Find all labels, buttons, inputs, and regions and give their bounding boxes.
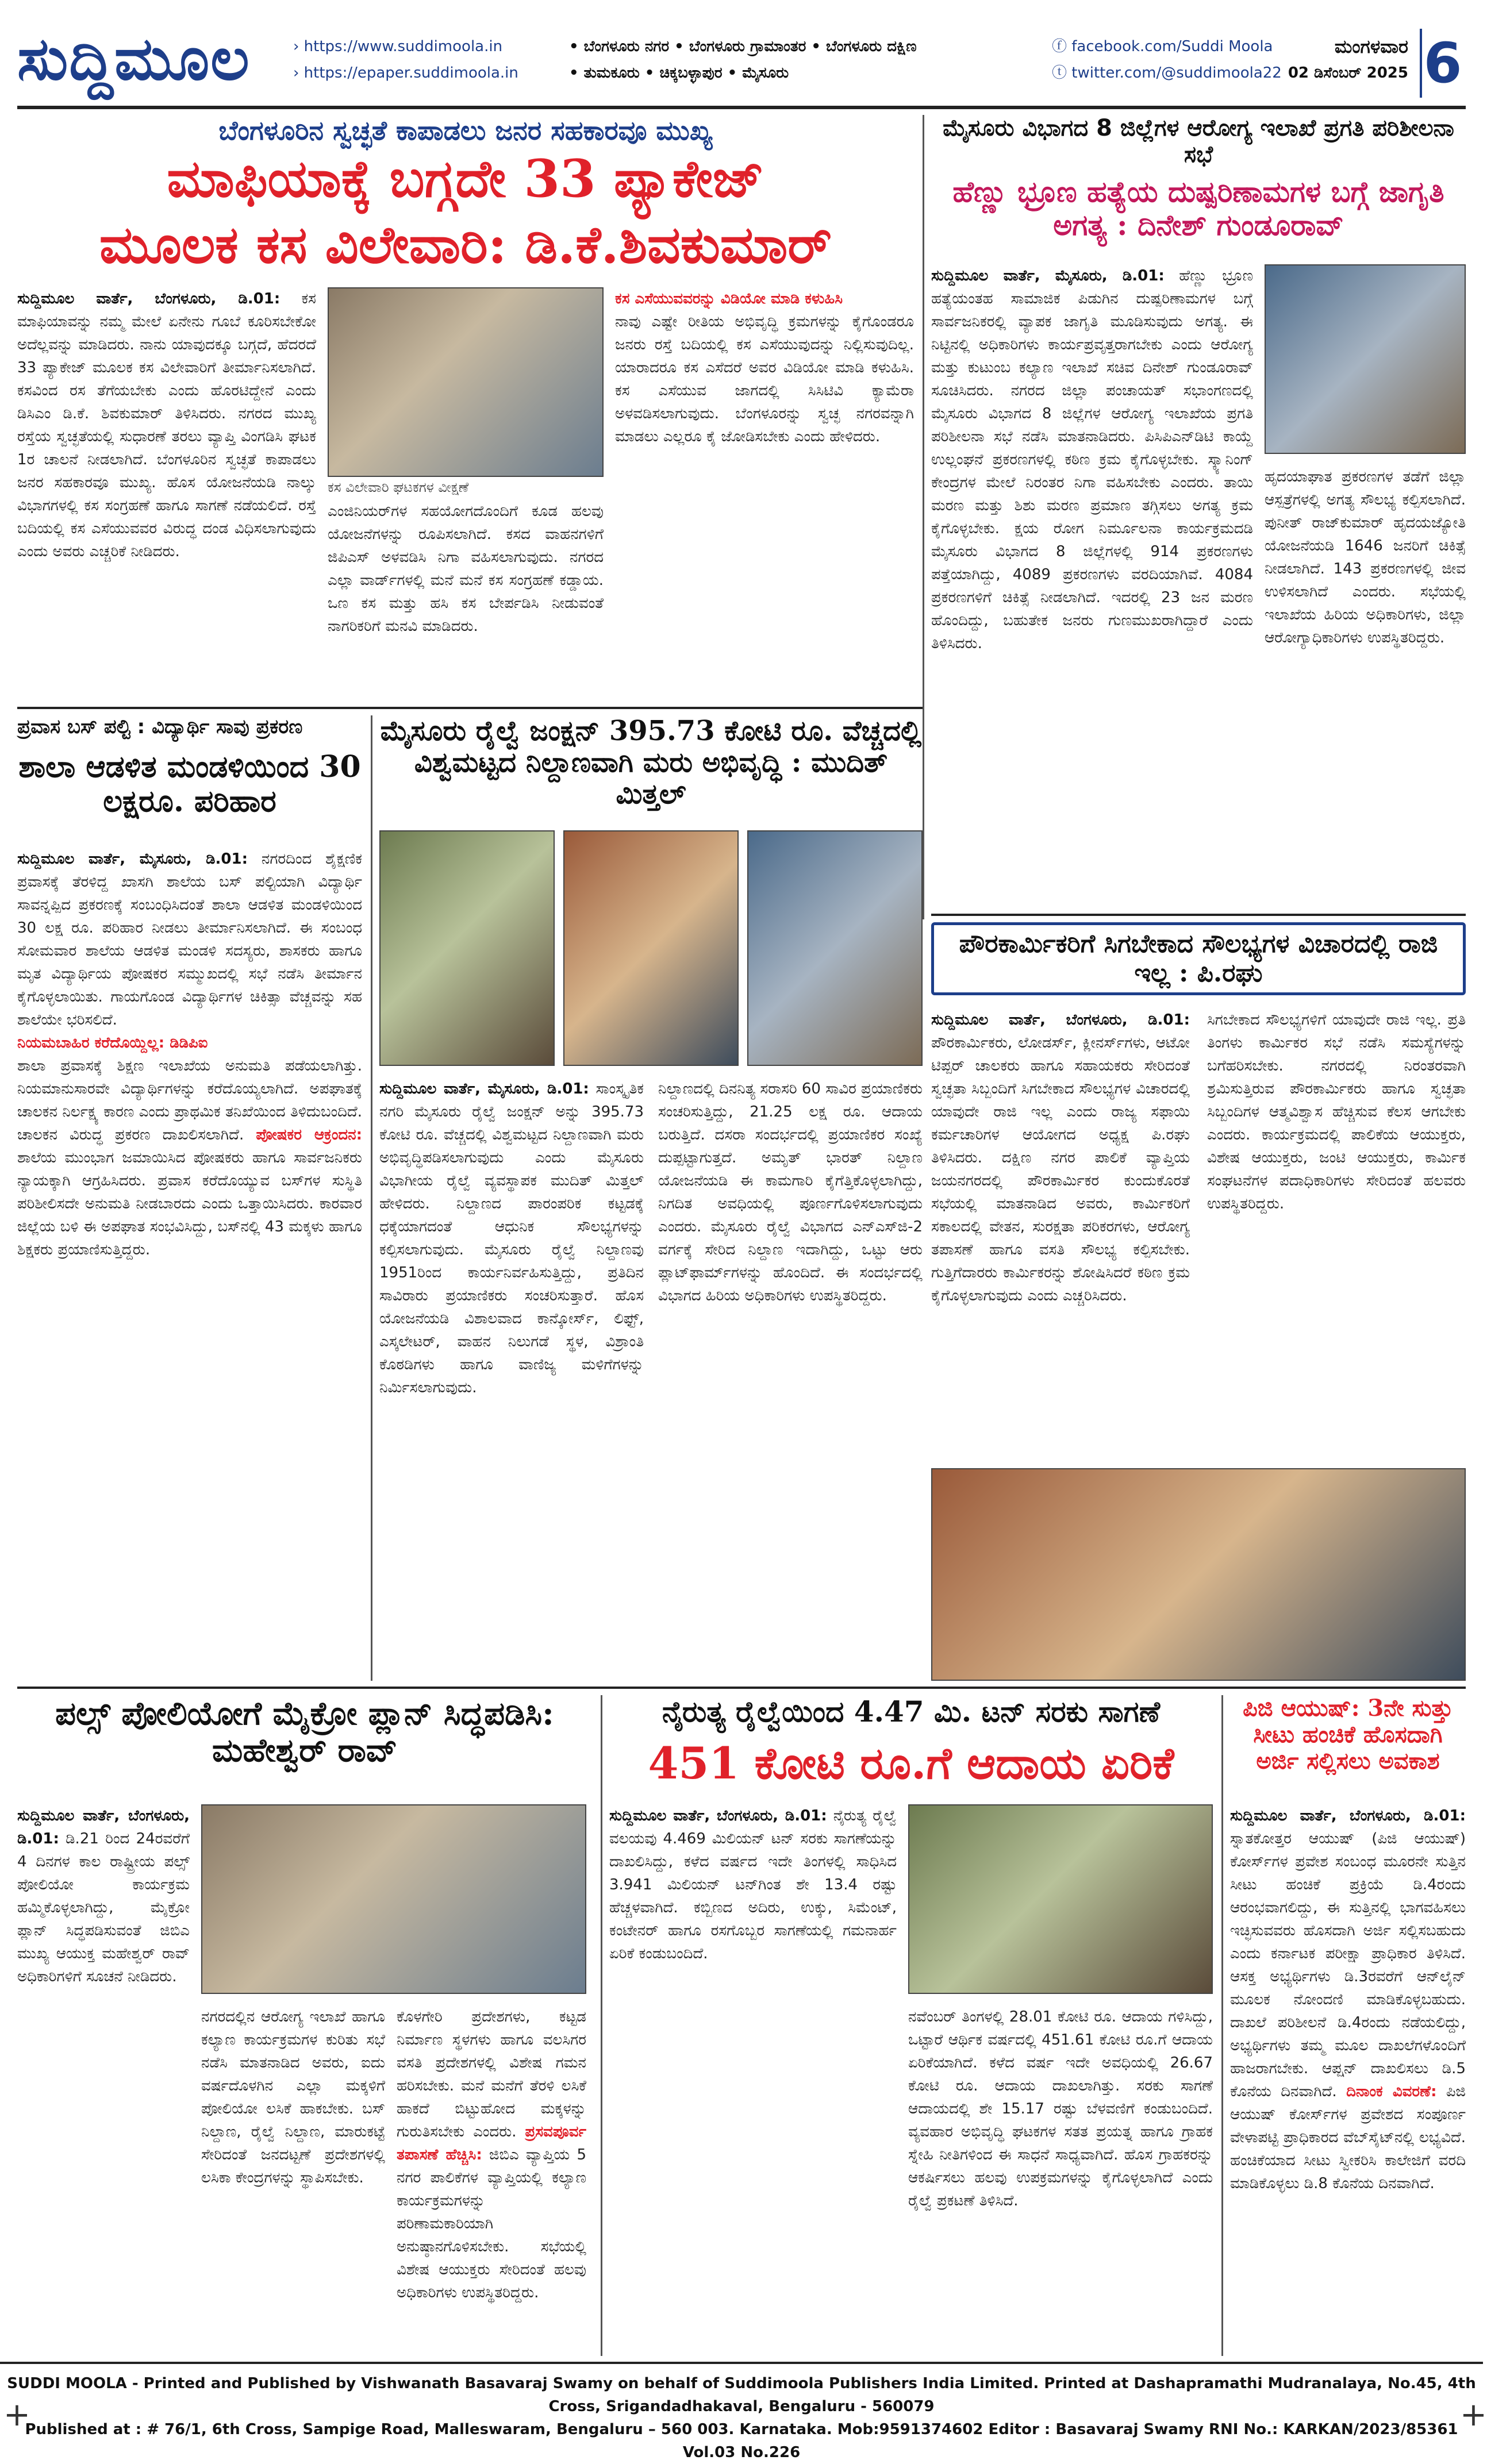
lead-photo-caption: ಕಸ ವಿಲೇವಾರಿ ಘಟಕಗಳ ವೀಕ್ಷಣೆ <box>328 479 469 495</box>
pg-ayush-byline: ಸುದ್ದಿಮೂಲ ವಾರ್ತೆ, ಬೆಂಗಳೂರು, ಡಿ.01: <box>1230 1807 1466 1824</box>
health-body-col-1 <box>931 264 1253 902</box>
pg-ayush-headline-text: ಪಿಜಿ ಆಯುಷ್: 3ನೇ ಸುತ್ತು ಸೀಟು ಹಂಚಿಕೆ ಹೊಸದಾಗಿ ಅರ್ಜಿ ಸಲ್ಲಿಸಲು ಅವಕಾಶ <box>1243 1695 1453 1774</box>
health-photo <box>1265 264 1466 454</box>
freight-photo <box>908 1804 1213 1994</box>
issue-date: 02 ಡಿಸೆಂಬರ್ 2025 <box>1288 64 1408 82</box>
pg-ayush-paragraph-1: ಸ್ನಾತಕೋತ್ತರ ಆಯುಷ್ (ಪಿಜಿ ಆಯುಷ್) ಕೋರ್ಸ್‌ಗಳ ಪ್ರವೇಶ ಸಂಬಂಧ ಮೂರನೇ ಸುತ್ತಿನ ಸೀಟು ಹಂಚಿಕೆ ಪ್ರಕ್ರಿಯೆ ಡಿ.4ರಂದು ಆರಂಭವಾಗಲಿದ್ದು, ಈ ಸುತ್ತಿನಲ್ಲಿ ಭಾಗವಹಿಸಲು ಇಚ್ಛಿಸುವವರು ಹೊಸದಾಗಿ ಅರ್ಜಿ ಸಲ್ಲಿಸಬಹುದು ಎಂದು ಕರ್ನಾಟಕ ಪರೀಕ್ಷಾ ಪ್ರಾಧಿಕಾರ ತಿಳಿಸಿದೆ. <box>1230 1830 1466 1962</box>
column-divider <box>923 115 924 919</box>
edition-cities <box>569 33 917 86</box>
freight-paragraph-3: ವ್ಯವಹಾರ ಅಭಿವೃದ್ಧಿ ಘಟಕಗಳ ಸತತ ಪ್ರಯತ್ನ ಹಾಗೂ ಗ್ರಾಹಕ ಸ್ನೇಹಿ ನೀತಿಗಳಿಂದ ಈ ಸಾಧನೆ ಸಾಧ್ಯವಾಗಿದೆ. ಹೊಸ ಗ್ರಾಹಕರನ್ನು ಆಕರ್ಷಿಸಲು ಹಲವು ಉಪಕ್ರಮಗಳನ್ನು ಕೈಗೊಳ್ಳಲಾಗಿದೆ ಎಂದು ರೈಲ್ವೆ ಪ್ರಕಟಣೆ ತಿಳಿಸಿದೆ. <box>908 2123 1213 2209</box>
railway-photo-1 <box>379 830 555 1066</box>
pg-ayush-story <box>1230 1695 1466 2356</box>
health-byline: ಸುದ್ದಿಮೂಲ ವಾರ್ತೆ, ಮೈಸೂರು, ಡಿ.01: <box>931 267 1165 284</box>
weekday: ಮಂಗಳವಾರ <box>1334 36 1408 57</box>
lead-subhead: ಕಸ ಎಸೆಯುವವರನ್ನು ವಿಡಿಯೋ ಮಾಡಿ ಕಳುಹಿಸಿ <box>615 290 843 307</box>
page-number: 6 <box>1420 29 1463 98</box>
health-paragraph-2: ನಗರದ ಜಿಲ್ಲಾ ಪಂಚಾಯತ್ ಸಭಾಂಗಣದಲ್ಲಿ ಮೈಸೂರು ವಿಭಾಗದ 8 ಜಿಲ್ಲೆಗಳ ಆರೋಗ್ಯ ಇಲಾಖೆಯ ಪ್ರಗತಿ ಪರಿಶೀಲನಾ ಸಭೆ ನಡೆಸಿ ಮಾತನಾಡಿದರು. ಪಿಸಿಪಿಎನ್‌ಡಿಟಿ ಕಾಯ್ದೆ ಉಲ್ಲಂಘನೆ ಪ್ರಕರಣಗಳಲ್ಲಿ ಕಠಿಣ ಕ್ರಮ ಕೈಗೊಳ್ಳಬೇಕು. ಸ್ಕ್ಯಾನಿಂಗ್ ಕೇಂದ್ರಗಳ ಮೇಲೆ ನಿರಂತರ ನಿಗಾ ವಹಿಸಬೇಕು ಎಂದರು. <box>931 382 1253 491</box>
bus-subhead-1: ನಿಯಮಬಾಹಿರ ಕರೆದೊಯ್ದಿಲ್ಲ: ಡಿಡಿಪಿಐ <box>17 1034 208 1052</box>
freight-body-col-2 <box>908 2005 1213 2327</box>
railway-photo-2 <box>563 830 739 1066</box>
imprint-line-2: Published at : # 76/1, 6th Cross, Sampige Road, Malleswaram, Bengaluru – 560 003. Karnataka. Mob:9591374602 Editor : Basavaraj Swamy RNI No.: KARKAN/2023/85361 Vol.03 No.226 <box>25 2421 1458 2461</box>
registration-mark-icon: + <box>1460 2396 1487 2434</box>
twitter-icon: ⓣ <box>1052 64 1067 82</box>
polio-paragraph-3: ಕೊಳಗೇರಿ ಪ್ರದೇಶಗಳು, ಕಟ್ಟಡ ನಿರ್ಮಾಣ ಸ್ಥಳಗಳು ಹಾಗೂ ವಲಸಿಗರ ವಸತಿ ಪ್ರದೇಶಗಳಲ್ಲಿ ವಿಶೇಷ ಗಮನ ಹರಿಸಬೇಕು. ಮನೆ ಮನೆಗೆ ತೆರಳಿ ಲಸಿಕೆ ಹಾಕದೆ ಬಿಟ್ಟುಹೋದ ಮಕ್ಕಳನ್ನು ಗುರುತಿಸಬೇಕು ಎಂದರು. <box>397 2008 586 2140</box>
social-links <box>1052 33 1282 86</box>
lead-paragraph-1: ಕಸ ಮಾಫಿಯಾವನ್ನು ನಮ್ಮ ಮೇಲೆ ಏನೇನು ಗೂಬೆ ಕೂರಿಸಬೇಕೋ ಅದೆಲ್ಲವನ್ನು ಮಾಡಿದರು. ನಾನು ಯಾವುದಕ್ಕೂ ಬಗ್ಗದೆ, ಹೆದರದೆ 33 ಪ್ಯಾಕೇಜ್ ಮೂಲಕ ಕಸ ವಿಲೇವಾರಿಗೆ ತೀರ್ಮಾನಿಸಲಾಗಿದೆ. ಕಸವಿಂದ ರಸ ತೆಗೆಯಬೇಕು ಎಂದು ಹೊರಟಿದ್ದೇನೆ ಎಂದು ಡಿಸಿಎಂ ಡಿ.ಕೆ. ಶಿವಕುಮಾರ್ ತಿಳಿಸಿದರು. <box>17 290 316 422</box>
railway-paragraph-2: ಮೈಸೂರು ರೈಲ್ವೆ ನಿಲ್ದಾಣವು 1951ರಿಂದ ಕಾರ್ಯನಿರ್ವಹಿಸುತ್ತಿದ್ದು, ಪ್ರತಿದಿನ ಸಾವಿರಾರು ಪ್ರಯಾಣಿಕರು ಸಂಚರಿಸುತ್ತಾರೆ. ಹೊಸ ಯೋಜನೆಯಡಿ ವಿಶಾಲವಾದ ಕಾನ್ಕೋರ್ಸ್, ಲಿಫ್ಟ್, ಎಸ್ಕಲೇಟರ್, ವಾಹನ ನಿಲುಗಡೆ ಸ್ಥಳ, ವಿಶ್ರಾಂತಿ ಕೊಠಡಿಗಳು ಹಾಗೂ ವಾಣಿಜ್ಯ ಮಳಿಗೆಗಳನ್ನು ನಿರ್ಮಿಸಲಾಗುವುದು. <box>379 1241 644 1396</box>
polio-subhead: ಪ್ರಸವಪೂರ್ವ ತಪಾಸಣೆ ಹೆಚ್ಚಿಸಿ: <box>397 2123 586 2163</box>
freight-kicker: ನೈರುತ್ಯ ರೈಲ್ವೆಯಿಂದ 4.47 ಮಿ. ಟನ್ ಸರಕು ಸಾಗಣೆ <box>662 1695 1161 1728</box>
bus-kicker: ಪ್ರವಾಸ ಬಸ್ ಪಲ್ಟಿ : ವಿದ್ಯಾರ್ಥಿ ಸಾವು ಪ್ರಕರಣ <box>17 715 303 738</box>
railway-paragraph-4: ಮೈಸೂರು ರೈಲ್ವೆ ವಿಭಾಗದ ಎನ್‌ಎಸ್‌ಜಿ-2 ವರ್ಗಕ್ಕೆ ಸೇರಿದ ನಿಲ್ದಾಣ ಇದಾಗಿದ್ದು, ಒಟ್ಟು ಆರು ಪ್ಲಾಟ್‌ಫಾರ್ಮ್‌ಗಳನ್ನು ಹೊಂದಿದೆ. ಈ ಸಂದರ್ಭದಲ್ಲಿ ವಿಭಾಗದ ಹಿರಿಯ ಅಧಿಕಾರಿಗಳು ಉಪಸ್ಥಿತರಿದ್ದರು. <box>658 1218 923 1304</box>
civic-paragraph-2: ದಕ್ಷಿಣ ನಗರ ಪಾಲಿಕೆ ವ್ಯಾಪ್ತಿಯ ಜಯನಗರದಲ್ಲಿ ಪೌರಕಾರ್ಮಿಕರ ಕುಂದುಕೊರತೆ ಸಭೆಯಲ್ಲಿ ಮಾತನಾಡಿದ ಅವರು, ಕಾರ್ಮಿಕರಿಗೆ ಸಕಾಲದಲ್ಲಿ ವೇತನ, ಸುರಕ್ಷತಾ ಪರಿಕರಗಳು, ಆರೋಗ್ಯ ತಪಾಸಣೆ ಹಾಗೂ ವಸತಿ ಸೌಲಭ್ಯ ಕಲ್ಪಿಸಬೇಕು. ಗುತ್ತಿಗೆದಾರರು ಕಾರ್ಮಿಕರನ್ನು ಶೋಷಿಸಿದರೆ ಕಠಿಣ ಕ್ರಮ ಕೈಗೊಳ್ಳಲಾಗುವುದು ಎಂದು ಎಚ್ಚರಿಸಿದರು. <box>931 1149 1190 1304</box>
civic-story <box>931 922 1466 1681</box>
pg-ayush-paragraph-2: ಆಸಕ್ತ ಅಭ್ಯರ್ಥಿಗಳು ಡಿ.3ರವರೆಗೆ ಆನ್‌ಲೈನ್ ಮೂಲಕ ನೋಂದಣಿ ಮಾಡಿಕೊಳ್ಳಬಹುದು. ದಾಖಲೆ ಪರಿಶೀಲನೆ ಡಿ.4ರಂದು ನಡೆಯಲಿದ್ದು, ಅಭ್ಯರ್ಥಿಗಳು ತಮ್ಮ ಮೂಲ ದಾಖಲೆಗಳೊಂದಿಗೆ ಹಾಜರಾಗಬೇಕು. ಆಪ್ಷನ್ ದಾಖಲಿಸಲು ಡಿ.5 ಕೊನೆಯ ದಿನವಾಗಿದೆ. <box>1230 1968 1466 2100</box>
bus-body <box>17 848 362 1681</box>
railway-body-col-2 <box>658 1077 923 1681</box>
lead-byline: ಸುದ್ದಿಮೂಲ ವಾರ್ತೆ, ಬೆಂಗಳೂರು, ಡಿ.01: <box>17 290 281 307</box>
row-divider <box>931 914 1466 916</box>
newspaper-logo: ಸುದ್ದಿಮೂಲ <box>17 23 251 94</box>
railway-story <box>379 715 923 1681</box>
imprint-line-1: SUDDI MOOLA - Printed and Published by Vishwanath Basavaraj Swamy on behalf of Suddimoola Publishers India Limited. Printed at Dashapramathi Mudranalaya, No.45, 4th Cross, Srigandadhakaval, Bengaluru - 560079 <box>7 2375 1476 2415</box>
pg-ayush-paragraph-3: ಪಿಜಿ ಆಯುಷ್ ಕೋರ್ಸ್‌ಗಳ ಪ್ರವೇಶದ ಸಂಪೂರ್ಣ ವೇಳಾಪಟ್ಟಿ ಪ್ರಾಧಿಕಾರದ ವೆಬ್‌ಸೈಟ್‌ನಲ್ಲಿ ಲಭ್ಯವಿದೆ. ಹಂಚಿಕೆಯಾದ ಸೀಟು ಸ್ವೀಕರಿಸಿ ಕಾಲೇಜಿಗೆ ವರದಿ ಮಾಡಿಕೊಳ್ಳಲು ಡಿ.8 ಕೊನೆಯ ದಿನವಾಗಿದೆ. <box>1230 2083 1466 2192</box>
facebook-icon: ⓕ <box>1052 38 1067 55</box>
civic-paragraph-4: ಕಾರ್ಯಕ್ರಮದಲ್ಲಿ ಪಾಲಿಕೆಯ ಆಯುಕ್ತರು, ವಿಶೇಷ ಆಯುಕ್ತರು, ಜಂಟಿ ಆಯುಕ್ತರು, ಕಾರ್ಮಿಕ ಸಂಘಟನೆಗಳ ಪದಾಧಿಕಾರಿಗಳು ಸೇರಿದಂತೆ ಹಲವರು ಉಪಸ್ಥಿತರಿದ್ದರು. <box>1207 1126 1466 1212</box>
lead-headline-1: ಮಾಫಿಯಾಕ್ಕೆ ಬಗ್ಗದೇ 33 ಪ್ಯಾಕೇಜ್ <box>167 148 764 209</box>
freight-byline: ಸುದ್ದಿಮೂಲ ವಾರ್ತೆ, ಬೆಂಗಳೂರು, ಡಿ.01: <box>609 1807 827 1824</box>
facebook-link[interactable]: ⓕ facebook.com/Suddi Moola <box>1052 38 1273 55</box>
lead-kicker: ಬೆಂಗಳೂರಿನ ಸ್ವಚ್ಛತೆ ಕಾಪಾಡಲು ಜನರ ಸಹಕಾರವೂ ಮುಖ್ಯ <box>218 115 713 146</box>
bus-paragraph-1: ನಗರದಿಂದ ಶೈಕ್ಷಣಿಕ ಪ್ರವಾಸಕ್ಕೆ ತೆರಳಿದ್ದ ಖಾಸಗಿ ಶಾಲೆಯ ಬಸ್ ಪಲ್ಟಿಯಾಗಿ ವಿದ್ಯಾರ್ಥಿ ಸಾವನ್ನಪ್ಪಿದ ಪ್ರಕರಣಕ್ಕೆ ಸಂಬಂಧಿಸಿದಂತೆ ಶಾಲಾ ಆಡಳಿತ ಮಂಡಳಿಯಿಂದ 30 ಲಕ್ಷ ರೂ. ಪರಿಹಾರ ನೀಡಲು ತೀರ್ಮಾನಿಸಲಾಗಿದೆ. <box>17 850 363 937</box>
bus-story <box>17 715 362 1681</box>
site-link[interactable]: › https://www.suddimoola.in <box>293 38 503 55</box>
bus-subhead-2: ಪೋಷಕರ ಆಕ್ರಂದನ: <box>256 1126 362 1144</box>
civic-body-col-1 <box>931 1008 1190 1457</box>
pg-ayush-body <box>1230 1804 1466 2327</box>
lead-photo <box>328 287 604 477</box>
railway-paragraph-3: ನಿಲ್ದಾಣದಲ್ಲಿ ದಿನನಿತ್ಯ ಸರಾಸರಿ 60 ಸಾವಿರ ಪ್ರಯಾಣಿಕರು ಸಂಚರಿಸುತ್ತಿದ್ದು, 21.25 ಲಕ್ಷ ರೂ. ಆದಾಯ ಬರುತ್ತಿದೆ. ದಸರಾ ಸಂದರ್ಭದಲ್ಲಿ ಪ್ರಯಾಣಿಕರ ಸಂಖ್ಯೆ ದುಪ್ಪಟ್ಟಾಗುತ್ತದೆ. ಅಮೃತ್ ಭಾರತ್ ನಿಲ್ದಾಣ ಯೋಜನೆಯಡಿ ಈ ಕಾಮಗಾರಿ ಕೈಗೆತ್ತಿಕೊಳ್ಳಲಾಗಿದ್ದು, ನಿಗದಿತ ಅವಧಿಯಲ್ಲಿ ಪೂರ್ಣಗೊಳಿಸಲಾಗುವುದು ಎಂದರು. <box>658 1080 923 1235</box>
health-headline: ಹೆಣ್ಣು ಭ್ರೂಣ ಹತ್ಯೆಯ ದುಷ್ಪರಿಣಾಮಗಳ ಬಗ್ಗೆ ಜಾಗೃತಿ ಅಗತ್ಯ : ದಿನೇಶ್ ಗುಂಡೂರಾವ್ <box>952 175 1444 242</box>
bus-paragraph-2: ಈ ಸಂಬಂಧ ಸೋಮವಾರ ಶಾಲೆಯ ಆಡಳಿತ ಮಂಡಳಿ ಸದಸ್ಯರು, ಶಾಸಕರು ಹಾಗೂ ಮೃತ ವಿದ್ಯಾರ್ಥಿಯ ಪೋಷಕರ ಸಮ್ಮುಖದಲ್ಲಿ ಸಭೆ ನಡೆಸಿ ತೀರ್ಮಾನ ಕೈಗೊಳ್ಳಲಾಯಿತು. ಗಾಯಗೊಂಡ ವಿದ್ಯಾರ್ಥಿಗಳ ಚಿಕಿತ್ಸಾ ವೆಚ್ಚವನ್ನು ಸಹ ಶಾಲೆಯೇ ಭರಿಸಲಿದೆ. <box>17 919 363 1029</box>
freight-headline: 451 ಕೋಟಿ ರೂ.ಗೆ ಆದಾಯ ಏರಿಕೆ <box>648 1738 1174 1789</box>
health-paragraph-1: ಹೆಣ್ಣು ಭ್ರೂಣ ಹತ್ಯೆಯಂತಹ ಸಾಮಾಜಿಕ ಪಿಡುಗಿನ ದುಷ್ಪರಿಣಾಮಗಳ ಬಗ್ಗೆ ಸಾರ್ವಜನಿಕರಲ್ಲಿ ವ್ಯಾಪಕ ಜಾಗೃತಿ ಮೂಡಿಸುವುದು ಅಗತ್ಯ. ಈ ನಿಟ್ಟಿನಲ್ಲಿ ಅಧಿಕಾರಿಗಳು ಕಾರ್ಯಪ್ರವೃತ್ತರಾಗಬೇಕು ಎಂದು ಆರೋಗ್ಯ ಮತ್ತು ಕುಟುಂಬ ಕಲ್ಯಾಣ ಇಲಾಖೆ ಸಚಿವ ದಿನೇಶ್ ಗುಂಡೂರಾವ್ ಸೂಚಿಸಿದರು. <box>931 267 1254 399</box>
bus-paragraph-4: ಶಾಲೆಯ ಮುಂಭಾಗ ಜಮಾಯಿಸಿದ ಪೋಷಕರು ಹಾಗೂ ಸಾರ್ವಜನಿಕರು ನ್ಯಾಯಕ್ಕಾಗಿ ಆಗ್ರಹಿಸಿದರು. ಪ್ರವಾಸ ಕರೆದೊಯ್ಯುವ ಬಸ್‌ಗಳ ಸುಸ್ಥಿತಿ ಪರಿಶೀಲಿಸದೇ ಅನುಮತಿ ನೀಡಬಾರದು ಎಂದು ಒತ್ತಾಯಿಸಿದರು. ಕಾರವಾರ ಜಿಲ್ಲೆಯ ಬಳಿ ಈ ಅಪಘಾತ ಸಂಭವಿಸಿದ್ದು, ಬಸ್‌ನಲ್ಲಿ 43 ಮಕ್ಕಳು ಹಾಗೂ ಶಿಕ್ಷಕರು ಪ್ರಯಾಣಿಸುತ್ತಿದ್ದರು. <box>17 1149 362 1258</box>
polio-story <box>17 1695 592 2356</box>
lead-headline-2: ಮೂಲಕ ಕಸ ವಿಲೇವಾರಿ: ಡಿ.ಕೆ.ಶಿವಕುಮಾರ್ <box>99 214 832 275</box>
polio-body-col-3 <box>397 2005 586 2327</box>
polio-byline: ಸುದ್ದಿಮೂಲ ವಾರ್ತೆ, ಬೆಂಗಳೂರು, ಡಿ.01: <box>17 1807 190 1847</box>
pg-ayush-subhead: ದಿನಾಂಕ ವಿವರಣೆ: <box>1346 2083 1437 2100</box>
registration-mark-icon: + <box>3 2396 30 2434</box>
epaper-link[interactable]: › https://epaper.suddimoola.in <box>293 64 518 82</box>
polio-body-col-2: ನಗರದಲ್ಲಿನ ಆರೋಗ್ಯ ಇಲಾಖೆ ಹಾಗೂ ಕಲ್ಯಾಣ ಕಾರ್ಯಕ್ರಮಗಳ ಕುರಿತು ಸಭೆ ನಡೆಸಿ ಮಾತನಾಡಿದ ಅವರು, ಐದು ವರ್ಷದೊಳಗಿನ ಎಲ್ಲಾ ಮಕ್ಕಳಿಗೆ ಪೋಲಿಯೋ ಲಸಿಕೆ ಹಾಕಬೇಕು. ಬಸ್ ನಿಲ್ದಾಣ, ರೈಲ್ವೆ ನಿಲ್ದಾಣ, ಮಾರುಕಟ್ಟೆ ಸೇರಿದಂತೆ ಜನದಟ್ಟಣೆ ಪ್ರದೇಶಗಳಲ್ಲಿ ಲಸಿಕಾ ಕೇಂದ್ರಗಳನ್ನು ಸ್ಥಾಪಿಸಬೇಕು. <box>201 2008 385 2186</box>
polio-paragraph-4: ಜಿಬಿಎ ವ್ಯಾಪ್ತಿಯ 5 ನಗರ ಪಾಲಿಕೆಗಳ ವ್ಯಾಪ್ತಿಯಲ್ಲಿ ಕಲ್ಯಾಣ ಕಾರ್ಯಕ್ರಮಗಳನ್ನು ಪರಿಣಾಮಕಾರಿಯಾಗಿ ಅನುಷ್ಠಾನಗೊಳಿಸಬೇಕು. ಸಭೆಯಲ್ಲಿ ವಿಶೇಷ ಆಯುಕ್ತರು ಸೇರಿದಂತೆ ಹಲವು ಅಧಿಕಾರಿಗಳು ಉಪಸ್ಥಿತರಿದ್ದರು. <box>397 2146 586 2301</box>
health-body-col-2: ಹೃದಯಾಘಾತ ಪ್ರಕರಣಗಳ ತಡೆಗೆ ಜಿಲ್ಲಾ ಆಸ್ಪತ್ರೆಗಳಲ್ಲಿ ಅಗತ್ಯ ಸೌಲಭ್ಯ ಕಲ್ಪಿಸಲಾಗಿದೆ. ಪುನೀತ್ ರಾಜ್‌ಕುಮಾರ್ ಹೃದಯಜ್ಯೋತಿ ಯೋಜನೆಯಡಿ 1646 ಜನರಿಗೆ ಚಿಕಿತ್ಸೆ ನೀಡಲಾಗಿದೆ. 143 ಪ್ರಕರಣಗಳಲ್ಲಿ ಜೀವ ಉಳಿಸಲಾಗಿದೆ ಎಂದರು. ಸಭೆಯಲ್ಲಿ ಇಲಾಖೆಯ ಹಿರಿಯ ಅಧಿಕಾರಿಗಳು, ಜಿಲ್ಲಾ ಆರೋಗ್ಯಾಧಿಕಾರಿಗಳು ಉಪಸ್ಥಿತರಿದ್ದರು. <box>1265 468 1466 646</box>
civic-body-col-2 <box>1207 1008 1466 1457</box>
date-block <box>1288 33 1408 86</box>
health-paragraph-3: ತಾಯಿ ಮರಣ ಮತ್ತು ಶಿಶು ಮರಣ ಪ್ರಮಾಣ ತಗ್ಗಿಸಲು ಅಗತ್ಯ ಕ್ರಮ ಕೈಗೊಳ್ಳಬೇಕು. ಕ್ಷಯ ರೋಗ ನಿರ್ಮೂಲನಾ ಕಾರ್ಯಕ್ರಮದಡಿ ಮೈಸೂರು ವಿಭಾಗದ 8 ಜಿಲ್ಲೆಗಳಲ್ಲಿ 914 ಪ್ರಕರಣಗಳು ಪತ್ತೆಯಾಗಿದ್ದು, 4089 ಪ್ರಕರಣಗಳು ವರದಿಯಾಗಿವೆ. 4084 ಪ್ರಕರಣಗಳಿಗೆ ಚಿಕಿತ್ಸೆ ನೀಡಲಾಗಿದೆ. ಇದರಲ್ಲಿ 23 ಜನ ಮರಣ ಹೊಂದಿದ್ದು, ಬಹುತೇಕ ಜನರು ಗುಣಮುಖರಾಗಿದ್ದಾರೆ ಎಂದು ತಿಳಿಸಿದರು. <box>931 474 1253 652</box>
bus-headline: ಶಾಲಾ ಆಡಳಿತ ಮಂಡಳಿಯಿಂದ 30 ಲಕ್ಷರೂ. ಪರಿಹಾರ <box>18 749 361 819</box>
polio-body-col-1 <box>17 1804 190 2356</box>
cities-line-2: • ತುಮಕೂರು • ಚಿಕ್ಕಬಳ್ಳಾಪುರ • ಮೈಸೂರು <box>569 64 789 82</box>
civic-paragraph-3: ಸಿಗಬೇಕಾದ ಸೌಲಭ್ಯಗಳಿಗೆ ಯಾವುದೇ ರಾಜಿ ಇಲ್ಲ. ಪ್ರತಿ ತಿಂಗಳು ಕಾರ್ಮಿಕರ ಸಭೆ ನಡೆಸಿ ಸಮಸ್ಯೆಗಳನ್ನು ಬಗೆಹರಿಸಬೇಕು. ನಗರದಲ್ಲಿ ನಿರಂತರವಾಗಿ ಶ್ರಮಿಸುತ್ತಿರುವ ಪೌರಕಾರ್ಮಿಕರು ಹಾಗೂ ಸ್ವಚ್ಛತಾ ಸಿಬ್ಬಂದಿಗಳ ಆತ್ಮವಿಶ್ವಾಸ ಹೆಚ್ಚಿಸುವ ಕೆಲಸ ಆಗಬೇಕು ಎಂದರು. <box>1207 1011 1466 1144</box>
masthead <box>17 23 1466 109</box>
railway-headline: ಮೈಸೂರು ರೈಲ್ವೆ ಜಂಕ್ಷನ್ 395.73 ಕೋಟಿ ರೂ. ವೆಚ್ಚದಲ್ಲಿ ವಿಶ್ವಮಟ್ಟದ ನಿಲ್ದಾಣವಾಗಿ ಮರು ಅಭಿವೃದ್ಧಿ : ಮುದಿತ್ ಮಿತ್ತಲ್ <box>380 715 922 811</box>
lead-body-col-2: ಎಂಜಿನಿಯರ್‌ಗಳ ಸಹಯೋಗದೊಂದಿಗೆ ಕೂಡ ಹಲವು ಯೋಜನೆಗಳನ್ನು ರೂಪಿಸಲಾಗಿದೆ. ಕಸದ ವಾಹನಗಳಿಗೆ ಜಿಪಿಎಸ್ ಅಳವಡಿಸಿ ನಿಗಾ ವಹಿಸಲಾಗುವುದು. ನಗರದ ಎಲ್ಲಾ ವಾರ್ಡ್‌ಗಳಲ್ಲಿ ಮನೆ ಮನೆ ಕಸ ಸಂಗ್ರಹಣೆ ಕಡ್ಡಾಯ. ಒಣ ಕಸ ಮತ್ತು ಹಸಿ ಕಸ ಬೇರ್ಪಡಿಸಿ ನೀಡುವಂತೆ ನಾಗರಿಕರಿಗೆ ಮನವಿ ಮಾಡಿದರು. <box>328 503 604 635</box>
railway-photo-3 <box>747 830 923 1066</box>
railway-body-col-1 <box>379 1077 644 1681</box>
masthead-links <box>293 33 518 86</box>
railway-paragraph-1: ಸಾಂಸ್ಕೃತಿಕ ನಗರಿ ಮೈಸೂರು ರೈಲ್ವೆ ಜಂಕ್ಷನ್ ಅನ್ನು 395.73 ಕೋಟಿ ರೂ. ವೆಚ್ಚದಲ್ಲಿ ವಿಶ್ವಮಟ್ಟದ ನಿಲ್ದಾಣವಾಗಿ ಮರು ಅಭಿವೃದ್ಧಿಪಡಿಸಲಾಗುವುದು ಎಂದು ಮೈಸೂರು ವಿಭಾಗೀಯ ರೈಲ್ವೆ ವ್ಯವಸ್ಥಾಪಕ ಮುದಿತ್ ಮಿತ್ತಲ್ ಹೇಳಿದರು. ನಿಲ್ದಾಣದ ಪಾರಂಪರಿಕ ಕಟ್ಟಡಕ್ಕೆ ಧಕ್ಕೆಯಾಗದಂತೆ ಆಧುನಿಕ ಸೌಲಭ್ಯಗಳನ್ನು ಕಲ್ಪಿಸಲಾಗುವುದು. <box>379 1080 644 1258</box>
civic-headline: ಪೌರಕಾರ್ಮಿಕರಿಗೆ ಸಿಗಬೇಕಾದ ಸೌಲಭ್ಯಗಳ ವಿಚಾರದಲ್ಲಿ ರಾಜಿ ಇಲ್ಲ : ಪಿ.ರಘು <box>931 922 1466 995</box>
freight-body-col-1 <box>609 1804 897 2327</box>
freight-paragraph-1: ನೈರುತ್ಯ ರೈಲ್ವೆ ವಲಯವು 4.469 ಮಿಲಿಯನ್ ಟನ್ ಸರಕು ಸಾಗಣೆಯನ್ನು ದಾಖಲಿಸಿದ್ದು, ಕಳೆದ ವರ್ಷದ ಇದೇ ತಿಂಗಳಲ್ಲಿ ಸಾಧಿಸಿದ 3.941 ಮಿಲಿಯನ್ ಟನ್‌ಗಿಂತ ಶೇ 13.4 ರಷ್ಟು ಹೆಚ್ಚಳವಾಗಿದೆ. ಕಬ್ಬಿಣದ ಅದಿರು, ಉಕ್ಕು, ಸಿಮೆಂಟ್, ಕಂಟೇನರ್ ಹಾಗೂ ರಸಗೊಬ್ಬರ ಸಾಗಣೆಯಲ್ಲಿ ಗಮನಾರ್ಹ ಏರಿಕೆ ಕಂಡುಬಂದಿದೆ. <box>609 1807 897 1962</box>
railway-byline: ಸುದ್ದಿಮೂಲ ವಾರ್ತೆ, ಮೈಸೂರು, ಡಿ.01: <box>379 1080 589 1098</box>
freight-paragraph-2: ನವೆಂಬರ್ ತಿಂಗಳಲ್ಲಿ 28.01 ಕೋಟಿ ರೂ. ಆದಾಯ ಗಳಿಸಿದ್ದು, ಒಟ್ಟಾರೆ ಆರ್ಥಿಕ ವರ್ಷದಲ್ಲಿ 451.61 ಕೋಟಿ ರೂ.ಗೆ ಆದಾಯ ಏರಿಕೆಯಾಗಿದೆ. ಕಳೆದ ವರ್ಷ ಇದೇ ಅವಧಿಯಲ್ಲಿ 26.67 ಕೋಟಿ ರೂ. ಆದಾಯ ದಾಖಲಾಗಿತ್ತು. ಸರಕು ಸಾಗಣೆ ಆದಾಯದಲ್ಲಿ ಶೇ 15.17 ರಷ್ಟು ಬೆಳವಣಿಗೆ ಕಂಡುಬಂದಿದೆ. <box>908 2008 1213 2118</box>
polio-headline: ಪಲ್ಸ್ ಪೋಲಿಯೋಗೆ ಮೈಕ್ರೋ ಪ್ಲಾನ್ ಸಿದ್ಧಪಡಿಸಿ: ಮಹೇಶ್ವರ್ ರಾವ್ <box>55 1695 554 1770</box>
twitter-link[interactable]: ⓣ twitter.com/@suddimoola22 <box>1052 64 1282 82</box>
polio-paragraph-1: ಡಿ.21 ರಿಂದ 24ರವರೆಗೆ 4 ದಿನಗಳ ಕಾಲ ರಾಷ್ಟ್ರೀಯ ಪಲ್ಸ್ ಪೋಲಿಯೋ ಕಾರ್ಯಕ್ರಮ ಹಮ್ಮಿಕೊಳ್ಳಲಾಗಿದ್ದು, ಮೈಕ್ರೋ ಪ್ಲಾನ್ ಸಿದ್ಧಪಡಿಸುವಂತೆ ಜಿಬಿಎ ಮುಖ್ಯ ಆಯುಕ್ತ ಮಹೇಶ್ವರ್ ರಾವ್ ಅಧಿಕಾರಿಗಳಿಗೆ ಸೂಚನೆ ನೀಡಿದರು. <box>17 1830 190 1985</box>
lead-story <box>17 115 914 701</box>
freight-story <box>609 1695 1213 2356</box>
lead-paragraph-2: ನಗರದ ಮುಖ್ಯ ರಸ್ತೆಯ ಸ್ವಚ್ಛತೆಯಲ್ಲಿ ಸುಧಾರಣೆ ತರಲು ವ್ಯಾಪ್ತಿ ವಿಂಗಡಿಸಿ ಘಟಕ 1ರ ಚಾಲನೆ ನೀಡಲಾಗಿದೆ. ಬೆಂಗಳೂರಿನ ಸ್ವಚ್ಛತೆ ಕಾಪಾಡಲು ಜನರ ಸಹಕಾರವೂ ಮುಖ್ಯ. ಹೊಸ ಯೋಜನೆಯಡಿ ನಾಲ್ಕು ವಿಭಾಗಗಳಲ್ಲಿ ಕಸ ಸಂಗ್ರಹಣೆ ಹಾಗೂ ಸಾಗಣೆ ನಡೆಯಲಿದೆ. ರಸ್ತೆ ಬದಿಯಲ್ಲಿ ಕಸ ಎಸೆಯುವವರ ವಿರುದ್ಧ ದಂಡ ವಿಧಿಸಲಾಗುವುದು ಎಂದು ಅವರು ಎಚ್ಚರಿಕೆ ನೀಡಿದರು. <box>17 405 316 560</box>
health-story <box>931 115 1466 908</box>
polio-photo <box>201 1804 586 1994</box>
lead-paragraph-4: ನಾವು ಎಷ್ಟೇ ರೀತಿಯ ಅಭಿವೃದ್ಧಿ ಕ್ರಮಗಳನ್ನು ಕೈಗೊಂಡರೂ ಜನರು ರಸ್ತೆ ಬದಿಯಲ್ಲಿ ಕಸ ಎಸೆಯುವುದನ್ನು ನಿಲ್ಲಿಸುವುದಿಲ್ಲ. ಯಾರಾದರೂ ಕಸ ಎಸೆದರೆ ಅವರ ವಿಡಿಯೋ ಮಾಡಿ ಕಳುಹಿಸಿ. ಕಸ ಎಸೆಯುವ ಜಾಗದಲ್ಲಿ ಸಿಸಿಟಿವಿ ಕ್ಯಾಮೆರಾ ಅಳವಡಿಸಲಾಗುವುದು. ಬೆಂಗಳೂರನ್ನು ಸ್ವಚ್ಛ ನಗರವನ್ನಾಗಿ ಮಾಡಲು ಎಲ್ಲರೂ ಕೈ ಜೋಡಿಸಬೇಕು ಎಂದು ಹೇಳಿದರು. <box>615 313 914 445</box>
civic-byline: ಸುದ್ದಿಮೂಲ ವಾರ್ತೆ, ಬೆಂಗಳೂರು, ಡಿ.01: <box>931 1011 1190 1029</box>
bus-byline: ಸುದ್ದಿಮೂಲ ವಾರ್ತೆ, ಮೈಸೂರು, ಡಿ.01: <box>17 850 248 868</box>
pg-ayush-headline <box>1230 1695 1466 1774</box>
civic-paragraph-1: ಪೌರಕಾರ್ಮಿಕರು, ಲೋಡರ್ಸ್, ಕ್ಲೀನರ್ಸ್‌ಗಳು, ಆಟೋ ಟಿಪ್ಪರ್ ಚಾಲಕರು ಹಾಗೂ ಸಹಾಯಕರು ಸೇರಿದಂತೆ ಸ್ವಚ್ಛತಾ ಸಿಬ್ಬಂದಿಗೆ ಸಿಗಬೇಕಾದ ಸೌಲಭ್ಯಗಳ ವಿಚಾರದಲ್ಲಿ ಯಾವುದೇ ರಾಜಿ ಇಲ್ಲ ಎಂದು ರಾಜ್ಯ ಸಫಾಯಿ ಕರ್ಮಚಾರಿಗಳ ಆಯೋಗದ ಅಧ್ಯಕ್ಷ ಪಿ.ರಘು ತಿಳಿಸಿದರು. <box>931 1034 1190 1166</box>
column-divider <box>371 715 372 1681</box>
row-divider <box>17 707 923 709</box>
column-divider <box>601 1695 602 2356</box>
bus-paragraph-3: ಶಾಲಾ ಪ್ರವಾಸಕ್ಕೆ ಶಿಕ್ಷಣ ಇಲಾಖೆಯ ಅನುಮತಿ ಪಡೆಯಲಾಗಿತ್ತು. ನಿಯಮಾನುಸಾರವೇ ವಿದ್ಯಾರ್ಥಿಗಳನ್ನು ಕರೆದೊಯ್ಯಲಾಗಿದೆ. ಅಪಘಾತಕ್ಕೆ ಚಾಲಕನ ನಿರ್ಲಕ್ಷ್ಯ ಕಾರಣ ಎಂದು ಪ್ರಾಥಮಿಕ ತನಿಖೆಯಿಂದ ತಿಳಿದುಬಂದಿದೆ. ಚಾಲಕನ ವಿರುದ್ಧ ಪ್ರಕರಣ ದಾಖಲಿಸಲಾಗಿದೆ. <box>17 1057 362 1144</box>
health-kicker: ಮೈಸೂರು ವಿಭಾಗದ 8 ಜಿಲ್ಲೆಗಳ ಆರೋಗ್ಯ ಇಲಾಖೆ ಪ್ರಗತಿ ಪರಿಶೀಲನಾ ಸಭೆ <box>943 115 1454 168</box>
imprint-footer <box>0 2362 1483 2461</box>
lead-body-col-1 <box>17 287 316 701</box>
column-divider <box>1221 1695 1223 2356</box>
cities-line-1: • ಬೆಂಗಳೂರು ನಗರ • ಬೆಂಗಳೂರು ಗ್ರಾಮಾಂತರ • ಬೆಂಗಳೂರು ದಕ್ಷಿಣ <box>569 38 917 55</box>
lead-body-col-3 <box>615 287 914 701</box>
row-divider <box>17 1687 1466 1689</box>
civic-photo <box>931 1468 1466 1681</box>
